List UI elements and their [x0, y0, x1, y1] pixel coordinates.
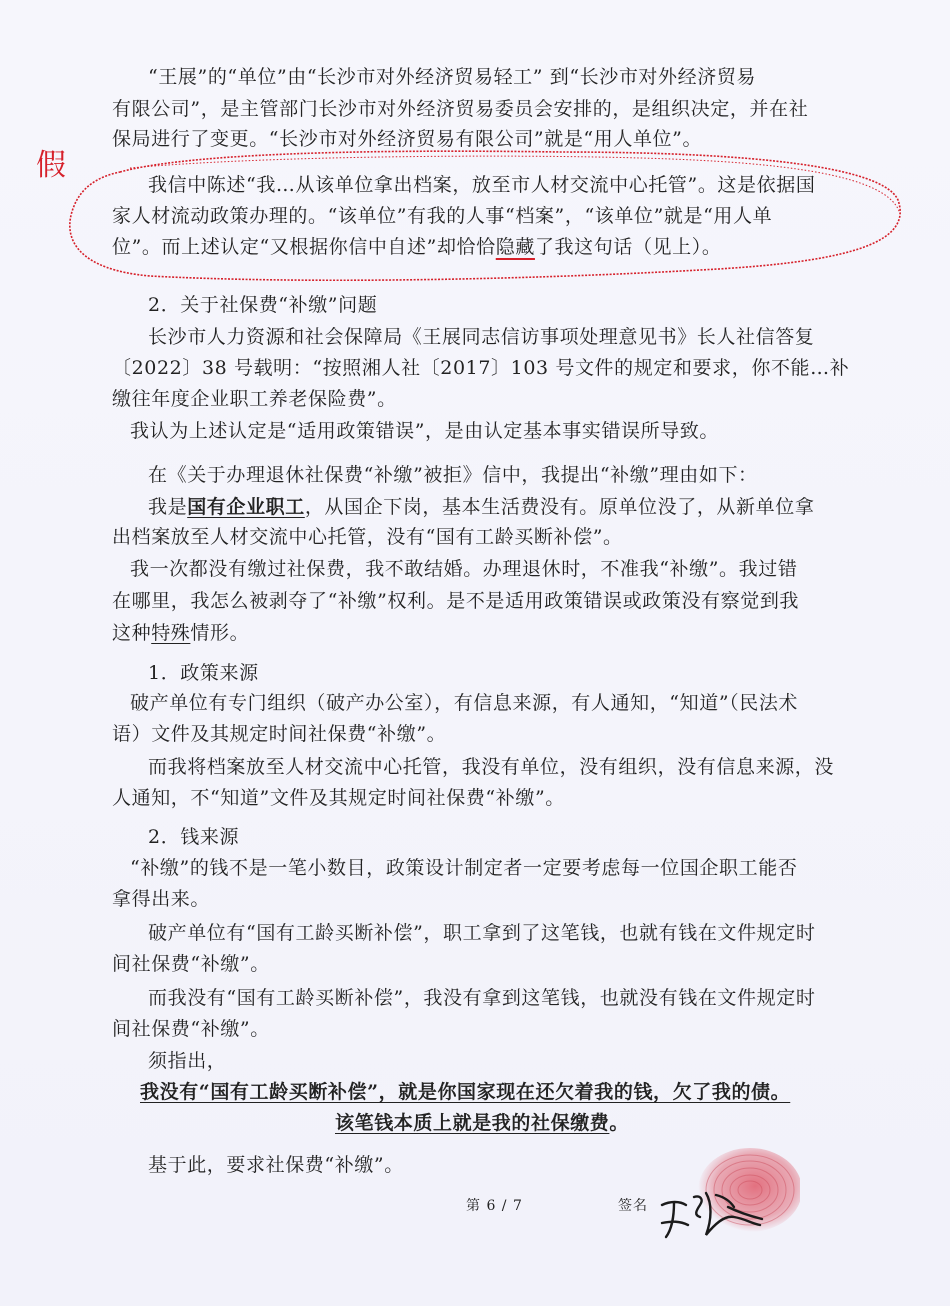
para-7-text-a: 这种 [112, 622, 152, 644]
para-2-line-2: 家人材流动政策办理的。“该单位”有我的人事“档案”，“该单位”就是“用人单 [112, 205, 773, 227]
heading-money-source: 2．钱来源 [148, 826, 240, 848]
para-13: 须指出， [148, 1050, 227, 1072]
fake-annotation-mark: 假 [36, 148, 66, 183]
para-1-line-1: “王展”的“单位”由“长沙市对外经济贸易轻工” 到“长沙市对外经济贸易 [148, 66, 757, 88]
para-8-line-2: 语）文件及其规定时间社保费“补缴”。 [112, 723, 447, 745]
para-2-line-3 [112, 232, 721, 262]
heading-social-insurance: 2．关于社保费“补缴”问题 [148, 294, 378, 316]
hidden-word: 隐藏 [495, 236, 535, 258]
signature-label: 签名 [618, 1198, 648, 1214]
para-6-text-c: ，从国企下岗，基本生活费没有。原单位没了，从新单位拿 [304, 496, 815, 518]
para-3-line-1: 长沙市人力资源和社会保障局《王展同志信访事项处理意见书》长人社信答复 [148, 326, 815, 348]
para-14-emphasis: 我没有“国有工龄买断补偿”，就是你国家现在还欠着我的钱，欠了我的债。 [140, 1081, 791, 1103]
para-7-line-2: 在哪里，我怎么被剥夺了“补缴”权利。是不是适用政策错误或政策没有察觉到我 [112, 590, 800, 612]
para-8-line-1: 破产单位有专门组织（破产办公室），有信息来源，有人通知，“知道”（民法术 [130, 692, 799, 714]
para-1-line-3: 保局进行了变更。“长沙市对外经济贸易有限公司”就是“用人单位”。 [112, 128, 703, 150]
page-number: 第 6 / 7 [466, 1198, 523, 1214]
para-9-line-1: 而我将档案放至人材交流中心托管，我没有单位，没有组织，没有信息来源，没 [148, 756, 835, 778]
para-7-text-c: 情形。 [190, 622, 250, 644]
para-5: 在《关于办理退休社保费“补缴”被拒》信中，我提出“补缴”理由如下： [148, 464, 758, 486]
para-2-line-3-text-c: 了我这句话（见上）。 [534, 236, 722, 258]
para-4: 我认为上述认定是“适用政策错误”，是由认定基本事实错误所导致。 [130, 420, 720, 442]
para-12-line-2: 间社保费“补缴”。 [112, 1018, 270, 1040]
para-6-text-a: 我是 [148, 496, 188, 518]
para-11-line-2: 间社保费“补缴”。 [112, 953, 270, 975]
para-6-line-2: 出档案放至人材交流中心托管，没有“国有工龄买断补偿”。 [112, 526, 623, 548]
para-15-emphasis [335, 1108, 629, 1138]
para-10-line-2: 拿得出来。 [112, 888, 211, 910]
para-6-line-1 [148, 492, 814, 522]
para-2-line-1: 我信中陈述“我…从该单位拿出档案，放至市人材交流中心托管”。这是依据国 [148, 174, 816, 196]
para-16: 基于此，要求社保费“补缴”。 [148, 1154, 404, 1176]
para-7-line-3 [112, 618, 249, 648]
para-1-line-2: 有限公司”，是主管部门长沙市对外经济贸易委员会安排的，是组织决定，并在社 [112, 98, 809, 120]
para-12-line-1: 而我没有“国有工龄买断补偿”，我没有拿到这笔钱，也就没有钱在文件规定时 [148, 987, 816, 1009]
heading-policy-source: 1．政策来源 [148, 662, 259, 684]
para-9-line-2: 人通知，不“知道”文件及其规定时间社保费“补缴”。 [112, 787, 565, 809]
para-10-line-1: “补缴”的钱不是一笔小数目，政策设计制定者一定要考虑每一位国企职工能否 [130, 857, 798, 879]
para-3-line-3: 缴往年度企业职工养老保险费”。 [112, 388, 397, 410]
para-2-line-3-text-a: 位”。而上述认定“又根据你信中自述”却恰恰 [112, 236, 496, 258]
para-15-text: 该笔钱本质上就是我的社保缴费 [335, 1112, 610, 1134]
special-situation: 特殊 [151, 622, 191, 644]
para-15-period: 。 [609, 1112, 630, 1134]
para-3-line-2: 〔2022〕38 号载明：“按照湘人社〔2017〕103 号文件的规定和要求，你不能…补 [112, 357, 850, 379]
para-11-line-1: 破产单位有“国有工龄买断补偿”，职工拿到了这笔钱，也就有钱在文件规定时 [148, 922, 816, 944]
state-enterprise-employee: 国有企业职工 [187, 496, 305, 518]
para-7-line-1: 我一次都没有缴过社保费，我不敢结婚。办理退休时，不准我“补缴”。我过错 [130, 558, 798, 580]
